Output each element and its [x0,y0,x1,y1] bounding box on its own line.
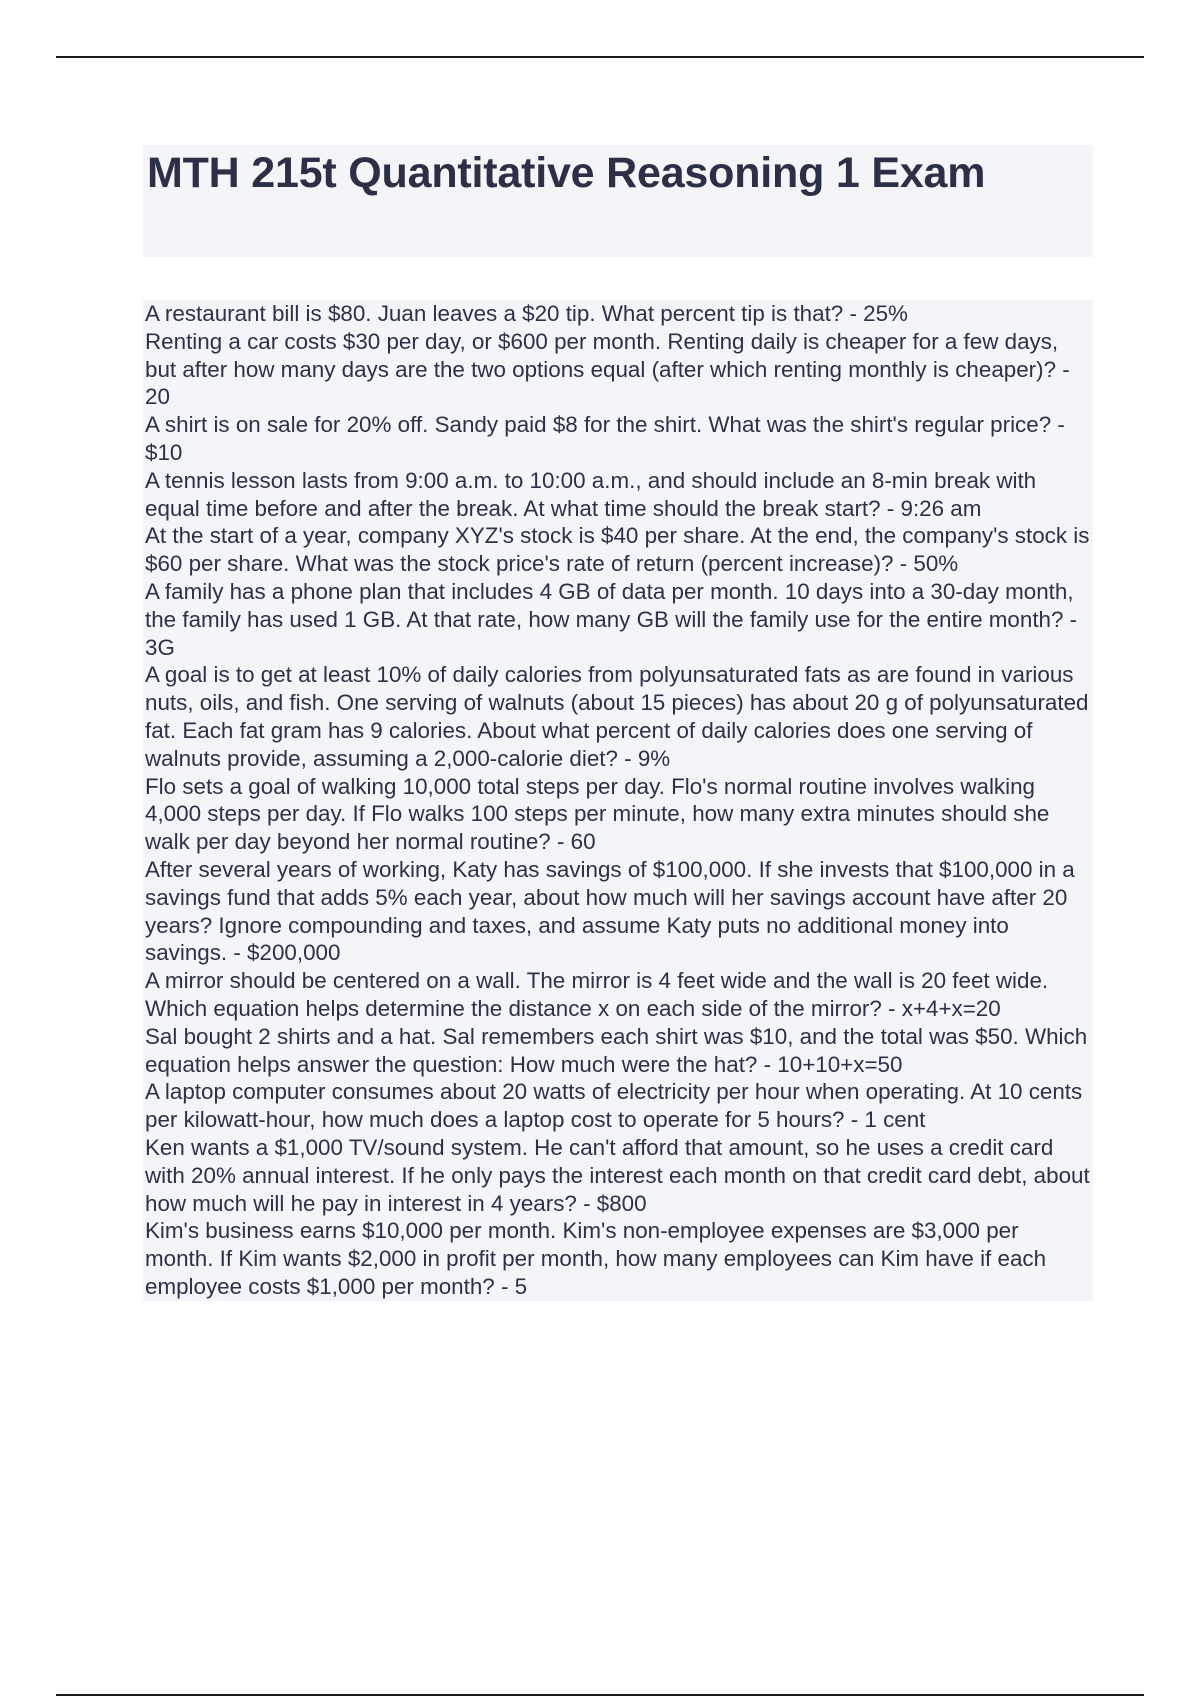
answer-text: 9:26 am [900,495,982,521]
title-block [143,145,1093,257]
top-rule [56,56,1144,58]
answer-text: x+4+x=20 [901,995,1001,1021]
qa-item [145,578,1091,661]
question-text: At the start of a year, company XYZ's stock is $40 per share. At the end, the company's stock is $60 per share. What was the stock price's rate of return (percent increase)? - [145,523,1090,577]
question-text: A tennis lesson lasts from 9:00 a.m. to 10:00 a.m., and should include an 8-min break with equal time before and after the break. At what time should the break start? - [145,467,1037,521]
question-text: A goal is to get at least 10% of daily calories from polyunsaturated fats as are found in various nuts, oils, and fish. One serving of walnuts (about 15 pieces) has about 20 g of polyunsaturated fat. Each fat gram has 9 calories. About what percent of daily calories does one serving of walnuts provide, assuming a 2,000-calorie diet? - [145,662,1089,771]
question-text: Kim's business earns $10,000 per month. Kim's non-employee expenses are $3,000 per month. If Kim wants $2,000 in profit per month, how many employees can Kim have if each employee costs $1,000 per month? - [145,1218,1047,1299]
document-title: MTH 215t Quantitative Reasoning 1 Exam [147,149,986,197]
qa-item [145,411,1091,467]
answer-text: $10 [145,439,183,465]
question-text: Ken wants a $1,000 TV/sound system. He can't afford that amount, so he uses a credit card with 20% annual interest. If he only pays the interest each month on that credit card debt, about how much will he pay in interest in 4 years? - [145,1134,1090,1216]
question-text: Sal bought 2 shirts and a hat. Sal remembers each shirt was $10, and the total was $50. Which equation helps answer the question: How much were the hat? - [145,1023,1088,1077]
qa-item [145,1023,1091,1079]
answer-text: 25% [863,301,908,326]
qa-item [145,1134,1091,1217]
answer-text: 3G [145,634,175,660]
answer-text: 50% [913,551,959,577]
qa-item [145,661,1091,772]
bottom-rule [56,1694,1144,1696]
qa-item [145,773,1091,856]
answer-text: 1 cent [864,1107,926,1133]
question-text: Renting a car costs $30 per day, or $600 per month. Renting daily is cheaper for a few days, but after how many days are the two options equal (after which renting monthly is cheaper)? - [145,328,1070,382]
answer-text: 20 [145,384,170,410]
qa-item [145,1078,1091,1134]
qa-item [145,300,1091,328]
question-text: After several years of working, Katy has savings of $100,000. If she invests that $100,000 in a savings fund that adds 5% each year, about how much will her savings account have after 20 years? Ignore compounding and taxes, and assume Katy puts no additional money into savings. - [145,856,1075,966]
answer-text: 10+10+x=50 [777,1051,903,1077]
question-text: A restaurant bill is $80. Juan leaves a $20 tip. What percent tip is that? - [145,301,864,326]
answer-text: $800 [596,1190,647,1216]
answer-text: $200,000 [247,940,341,966]
qa-item [145,1217,1091,1300]
question-text: A family has a phone plan that includes 4 GB of data per month. 10 days into a 30-day month, the family has used 1 GB. At that rate, how many GB will the family use for the entire month? - [145,578,1078,632]
question-text: A mirror should be centered on a wall. The mirror is 4 feet wide and the wall is 20 feet wide. Which equation helps determine the distance x on each side of the mirror? - [145,968,1049,1021]
qa-item [145,467,1091,523]
question-text: Flo sets a goal of walking 10,000 total steps per day. Flo's normal routine involves walking 4,000 steps per day. If Flo walks 100 steps per minute, how many extra minutes should she walk per day beyond her normal routine? - [145,773,1050,855]
answer-text: 5 [514,1273,528,1299]
question-text: A shirt is on sale for 20% off. Sandy paid $8 for the shirt. What was the shirt's regular price? - [145,412,1065,438]
qa-item [145,967,1091,1023]
qa-item [145,522,1091,578]
qa-item [145,328,1091,411]
qa-list [143,300,1093,1301]
question-text: A laptop computer consumes about 20 watts of electricity per hour when operating. At 10 cents per kilowatt-hour, how much does a laptop cost to operate for 5 hours? - [145,1079,1083,1133]
qa-item [145,856,1091,967]
answer-text: 9% [637,745,671,771]
answer-text: 60 [570,829,596,855]
